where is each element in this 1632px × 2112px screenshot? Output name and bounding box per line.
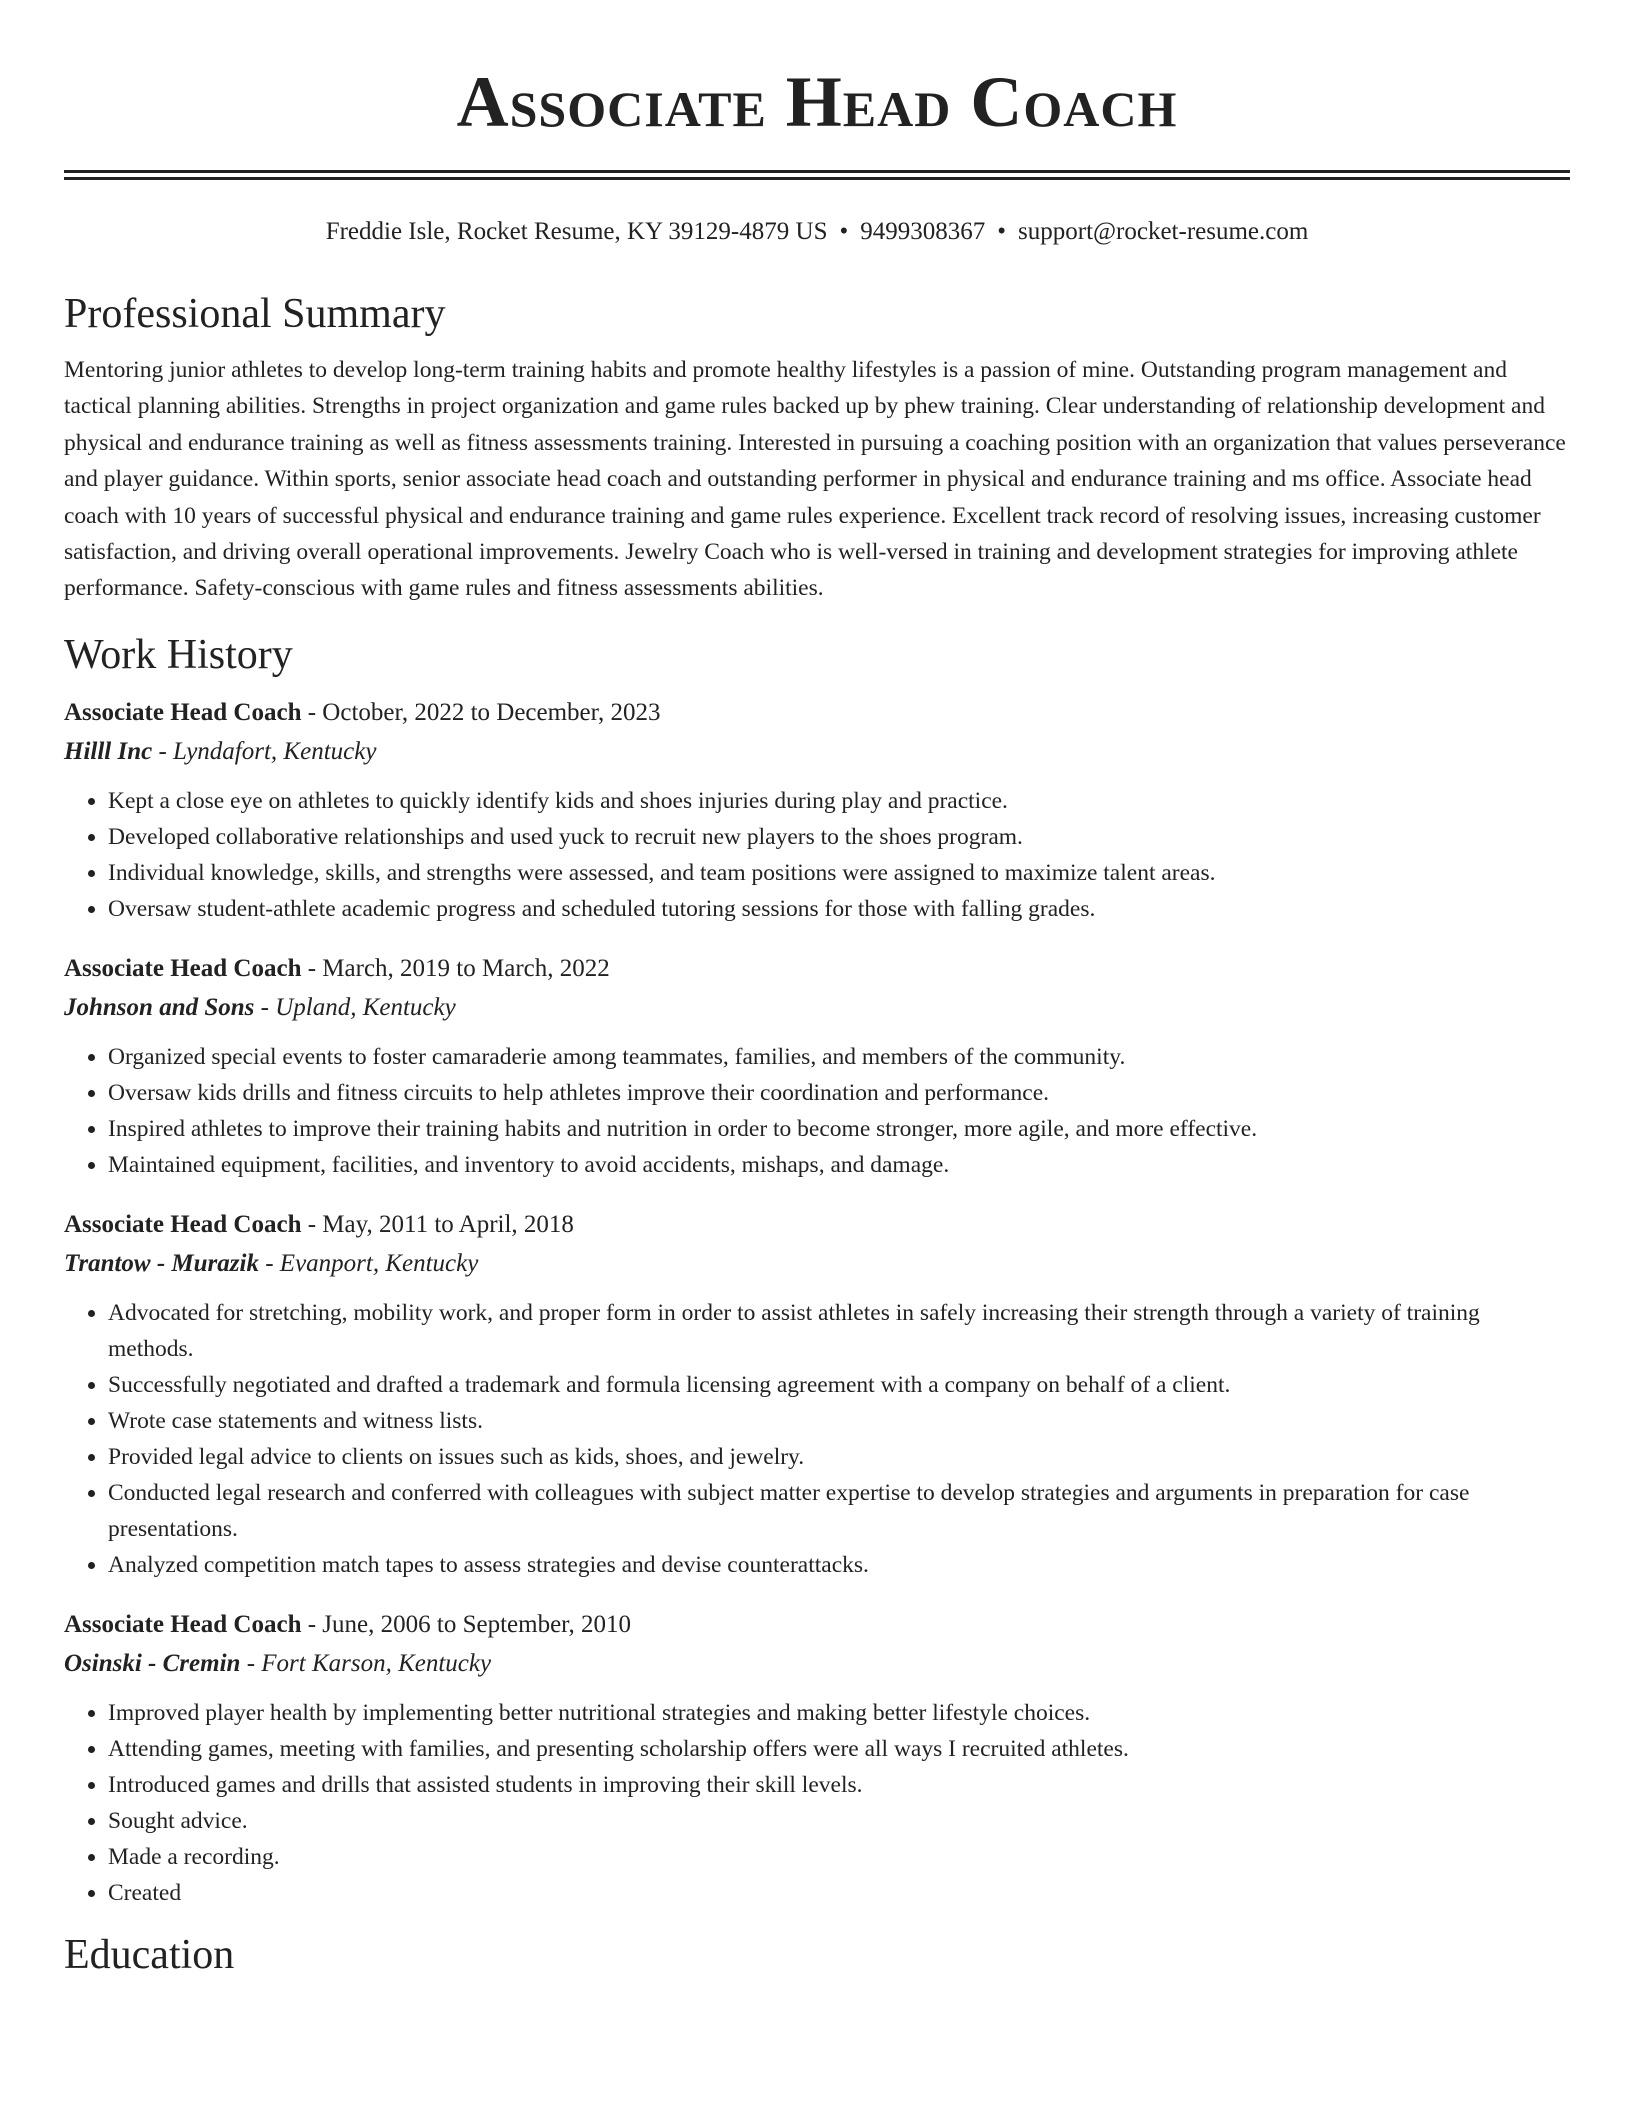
resume-page xyxy=(64,0,1570,1981)
job-company-line xyxy=(64,989,1570,1027)
job-bullet: • Provided legal advice to clients on issues such as kids, shoes, and jewelry. xyxy=(108,1439,1570,1475)
job-bullet: • Created xyxy=(108,1875,1570,1911)
job-bullet: • Maintained equipment, facilities, and inventory to avoid accidents, mishaps, and damage. xyxy=(108,1147,1570,1183)
contact-separator: • xyxy=(839,218,849,245)
job-title: Associate Head Coach xyxy=(64,1210,302,1238)
job-title-line xyxy=(64,949,1570,989)
job-dates: - May, 2011 to April, 2018 xyxy=(301,1210,574,1238)
job-entry xyxy=(64,1205,1570,1583)
job-bullet: • Successfully negotiated and drafted a trademark and formula licensing agreement with a company on behalf of a client. xyxy=(108,1367,1570,1403)
job-dates: - March, 2019 to March, 2022 xyxy=(301,954,610,982)
job-entry xyxy=(64,949,1570,1183)
work-history-heading: Work History xyxy=(64,631,293,678)
title-divider xyxy=(64,170,1570,180)
job-company: Hilll Inc xyxy=(64,737,153,765)
contact-email: support@rocket-resume.com xyxy=(1018,218,1309,245)
job-title: Associate Head Coach xyxy=(64,1610,302,1638)
job-title-line xyxy=(64,1605,1570,1645)
job-title: Associate Head Coach xyxy=(64,954,302,982)
education-heading: Education xyxy=(64,1931,235,1978)
job-location: - Evanport, Kentucky xyxy=(258,1249,479,1277)
job-title: Associate Head Coach xyxy=(64,698,302,726)
job-company-line xyxy=(64,1245,1570,1283)
job-company: Johnson and Sons xyxy=(64,993,255,1021)
job-bullet: • Inspired athletes to improve their training habits and nutrition in order to become stronger, more agile, and more effective. xyxy=(108,1111,1570,1147)
job-location: - Lyndafort, Kentucky xyxy=(152,737,377,765)
job-bullet: • Attending games, meeting with families, and presenting scholarship offers were all ways I recruited athletes. xyxy=(108,1731,1570,1767)
job-bullet: • Made a recording. xyxy=(108,1839,1570,1875)
job-bullet: • Organized special events to foster camaraderie among teammates, families, and members of the community. xyxy=(108,1039,1570,1075)
job-company-line xyxy=(64,733,1570,771)
job-company: Osinski - Cremin xyxy=(64,1649,241,1677)
contact-address: Freddie Isle, Rocket Resume, KY 39129-4879 US xyxy=(325,218,828,245)
job-bullet: • Wrote case statements and witness lists. xyxy=(108,1403,1570,1439)
job-bullet: • Sought advice. xyxy=(108,1803,1570,1839)
job-bullets xyxy=(64,783,1570,927)
job-company: Trantow - Murazik xyxy=(64,1249,259,1277)
job-company-line xyxy=(64,1645,1570,1683)
summary-heading: Professional Summary xyxy=(64,291,446,337)
job-bullet: • Oversaw student-athlete academic progress and scheduled tutoring sessions for those with falling grades. xyxy=(108,891,1570,927)
job-title-line xyxy=(64,693,1570,733)
job-bullets xyxy=(64,1039,1570,1183)
contact-line xyxy=(64,216,1570,248)
job-bullet: • Introduced games and drills that assisted students in improving their skill levels. xyxy=(108,1767,1570,1803)
job-location: - Fort Karson, Kentucky xyxy=(240,1649,492,1677)
job-dates: - October, 2022 to December, 2023 xyxy=(301,698,661,726)
job-bullets xyxy=(64,1295,1570,1583)
summary-text: Mentoring junior athletes to develop long-term training habits and promote healthy lifestyles is a passion of mine. Outstanding program management and tactical planning abilities. Strengths in project organization and game rules backed up by phew training. Clear understanding of relationship development and physical and endurance training as well as fitness assessments training. Interested in pursuing a coaching position with an organization that values perseverance and player guidance. Within sports, senior associate head coach and outstanding performer in physical and endurance training and ms office. Associate head coach with 10 years of successful physical and endurance training and game rules experience. Excellent track record of resolving issues, increasing customer satisfaction, and driving overall operational improvements. Jewelry Coach who is well-versed in training and development strategies for improving athlete performance. Safety-conscious with game rules and fitness assessments abilities. xyxy=(64,357,1566,602)
job-bullet: • Analyzed competition match tapes to assess strategies and devise counterattacks. xyxy=(108,1547,1570,1583)
job-location: - Upland, Kentucky xyxy=(254,993,456,1021)
job-bullet: • Oversaw kids drills and fitness circuits to help athletes improve their coordination and performance. xyxy=(108,1075,1570,1111)
job-bullet: • Individual knowledge, skills, and strengths were assessed, and team positions were assigned to maximize talent areas. xyxy=(108,855,1570,891)
job-entry xyxy=(64,1605,1570,1911)
job-entry xyxy=(64,693,1570,927)
resume-title: Associate Head Coach xyxy=(456,62,1178,142)
contact-separator: • xyxy=(997,218,1007,245)
job-bullet: • Improved player health by implementing better nutritional strategies and making better lifestyle choices. xyxy=(108,1695,1570,1731)
contact-phone: 9499308367 xyxy=(860,218,986,245)
job-dates: - June, 2006 to September, 2010 xyxy=(301,1610,631,1638)
job-bullet: • Developed collaborative relationships and used yuck to recruit new players to the shoes program. xyxy=(108,819,1570,855)
job-bullet: • Kept a close eye on athletes to quickly identify kids and shoes injuries during play and practice. xyxy=(108,783,1570,819)
job-bullets xyxy=(64,1695,1570,1911)
job-title-line xyxy=(64,1205,1570,1245)
job-bullet: • Conducted legal research and conferred with colleagues with subject matter expertise to develop strategies and arguments in preparation for case presentations. xyxy=(108,1475,1570,1547)
job-bullet: • Advocated for stretching, mobility work, and proper form in order to assist athletes in safely increasing their strength through a variety of training methods. xyxy=(108,1295,1570,1367)
